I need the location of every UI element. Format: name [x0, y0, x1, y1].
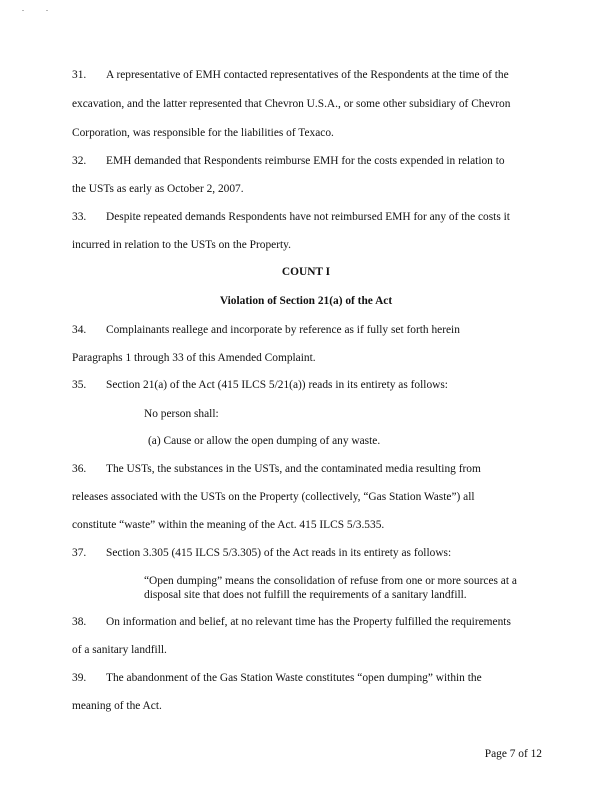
paragraph-37-quote-1: “Open dumping” means the consolidation of refuse from one or more sources at a	[144, 575, 517, 587]
paragraph-31-line-2: excavation, and the latter represented that Chevron U.S.A., or some other subsidiary of Chevron	[72, 98, 511, 110]
paragraph-32-line-1: 32. EMH demanded that Respondents reimburse EMH for the costs expended in relation to	[72, 155, 505, 167]
paragraph-number: 33.	[72, 211, 87, 223]
paragraph-38-line-1: 38. On information and belief, at no relevant time has the Property fulfilled the requirements	[72, 616, 511, 628]
paragraph-33-line-1: 33. Despite repeated demands Respondents have not reimbursed EMH for any of the costs it	[72, 211, 510, 223]
paragraph-39-line-2: meaning of the Act.	[72, 700, 162, 712]
paragraph-35-line-1: 35. Section 21(a) of the Act (415 ILCS 5/21(a)) reads in its entirety as follows:	[72, 379, 448, 391]
scan-mark: .	[22, 4, 24, 13]
paragraph-36-line-3: constitute “waste” within the meaning of the Act. 415 ILCS 5/3.535.	[72, 519, 385, 531]
paragraph-37-quote-2: disposal site that does not fulfill the requirements of a sanitary landfill.	[144, 589, 467, 601]
paragraph-number: 36.	[72, 463, 87, 475]
paragraph-number: 34.	[72, 324, 87, 336]
paragraph-39-line-1: 39. The abandonment of the Gas Station Waste constitutes “open dumping” within the	[72, 672, 482, 684]
paragraph-number: 38.	[72, 616, 87, 628]
paragraph-number: 32.	[72, 155, 87, 167]
paragraph-31-line-1: 31. A representative of EMH contacted representatives of the Respondents at the time of the	[72, 69, 509, 81]
paragraph-34-line-1: 34. Complainants reallege and incorporate by reference as if fully set forth herein	[72, 324, 460, 336]
paragraph-36-line-1: 36. The USTs, the substances in the USTs, and the contaminated media resulting from	[72, 463, 481, 475]
paragraph-number: 31.	[72, 69, 87, 81]
paragraph-35-quote-1: No person shall:	[144, 408, 219, 420]
paragraph-32-line-2: the USTs as early as October 2, 2007.	[72, 183, 244, 195]
paragraph-38-line-2: of a sanitary landfill.	[72, 644, 167, 656]
paragraph-34-line-2: Paragraphs 1 through 33 of this Amended Complaint.	[72, 352, 316, 364]
paragraph-33-line-2: incurred in relation to the USTs on the Property.	[72, 239, 291, 251]
page-number: Page 7 of 12	[484, 748, 542, 760]
paragraph-number: 39.	[72, 672, 87, 684]
count-heading: COUNT I	[281, 266, 331, 278]
scan-mark: .	[46, 4, 48, 13]
paragraph-31-line-3: Corporation, was responsible for the liabilities of Texaco.	[72, 127, 334, 139]
paragraph-number: 37.	[72, 547, 87, 559]
paragraph-number: 35.	[72, 379, 87, 391]
paragraph-36-line-2: releases associated with the USTs on the Property (collectively, “Gas Station Waste”) all	[72, 491, 475, 503]
paragraph-35-quote-2: (a) Cause or allow the open dumping of any waste.	[148, 435, 381, 447]
count-subheading: Violation of Section 21(a) of the Act	[219, 295, 393, 307]
paragraph-37-line-1: 37. Section 3.305 (415 ILCS 5/3.305) of the Act reads in its entirety as follows:	[72, 547, 452, 559]
